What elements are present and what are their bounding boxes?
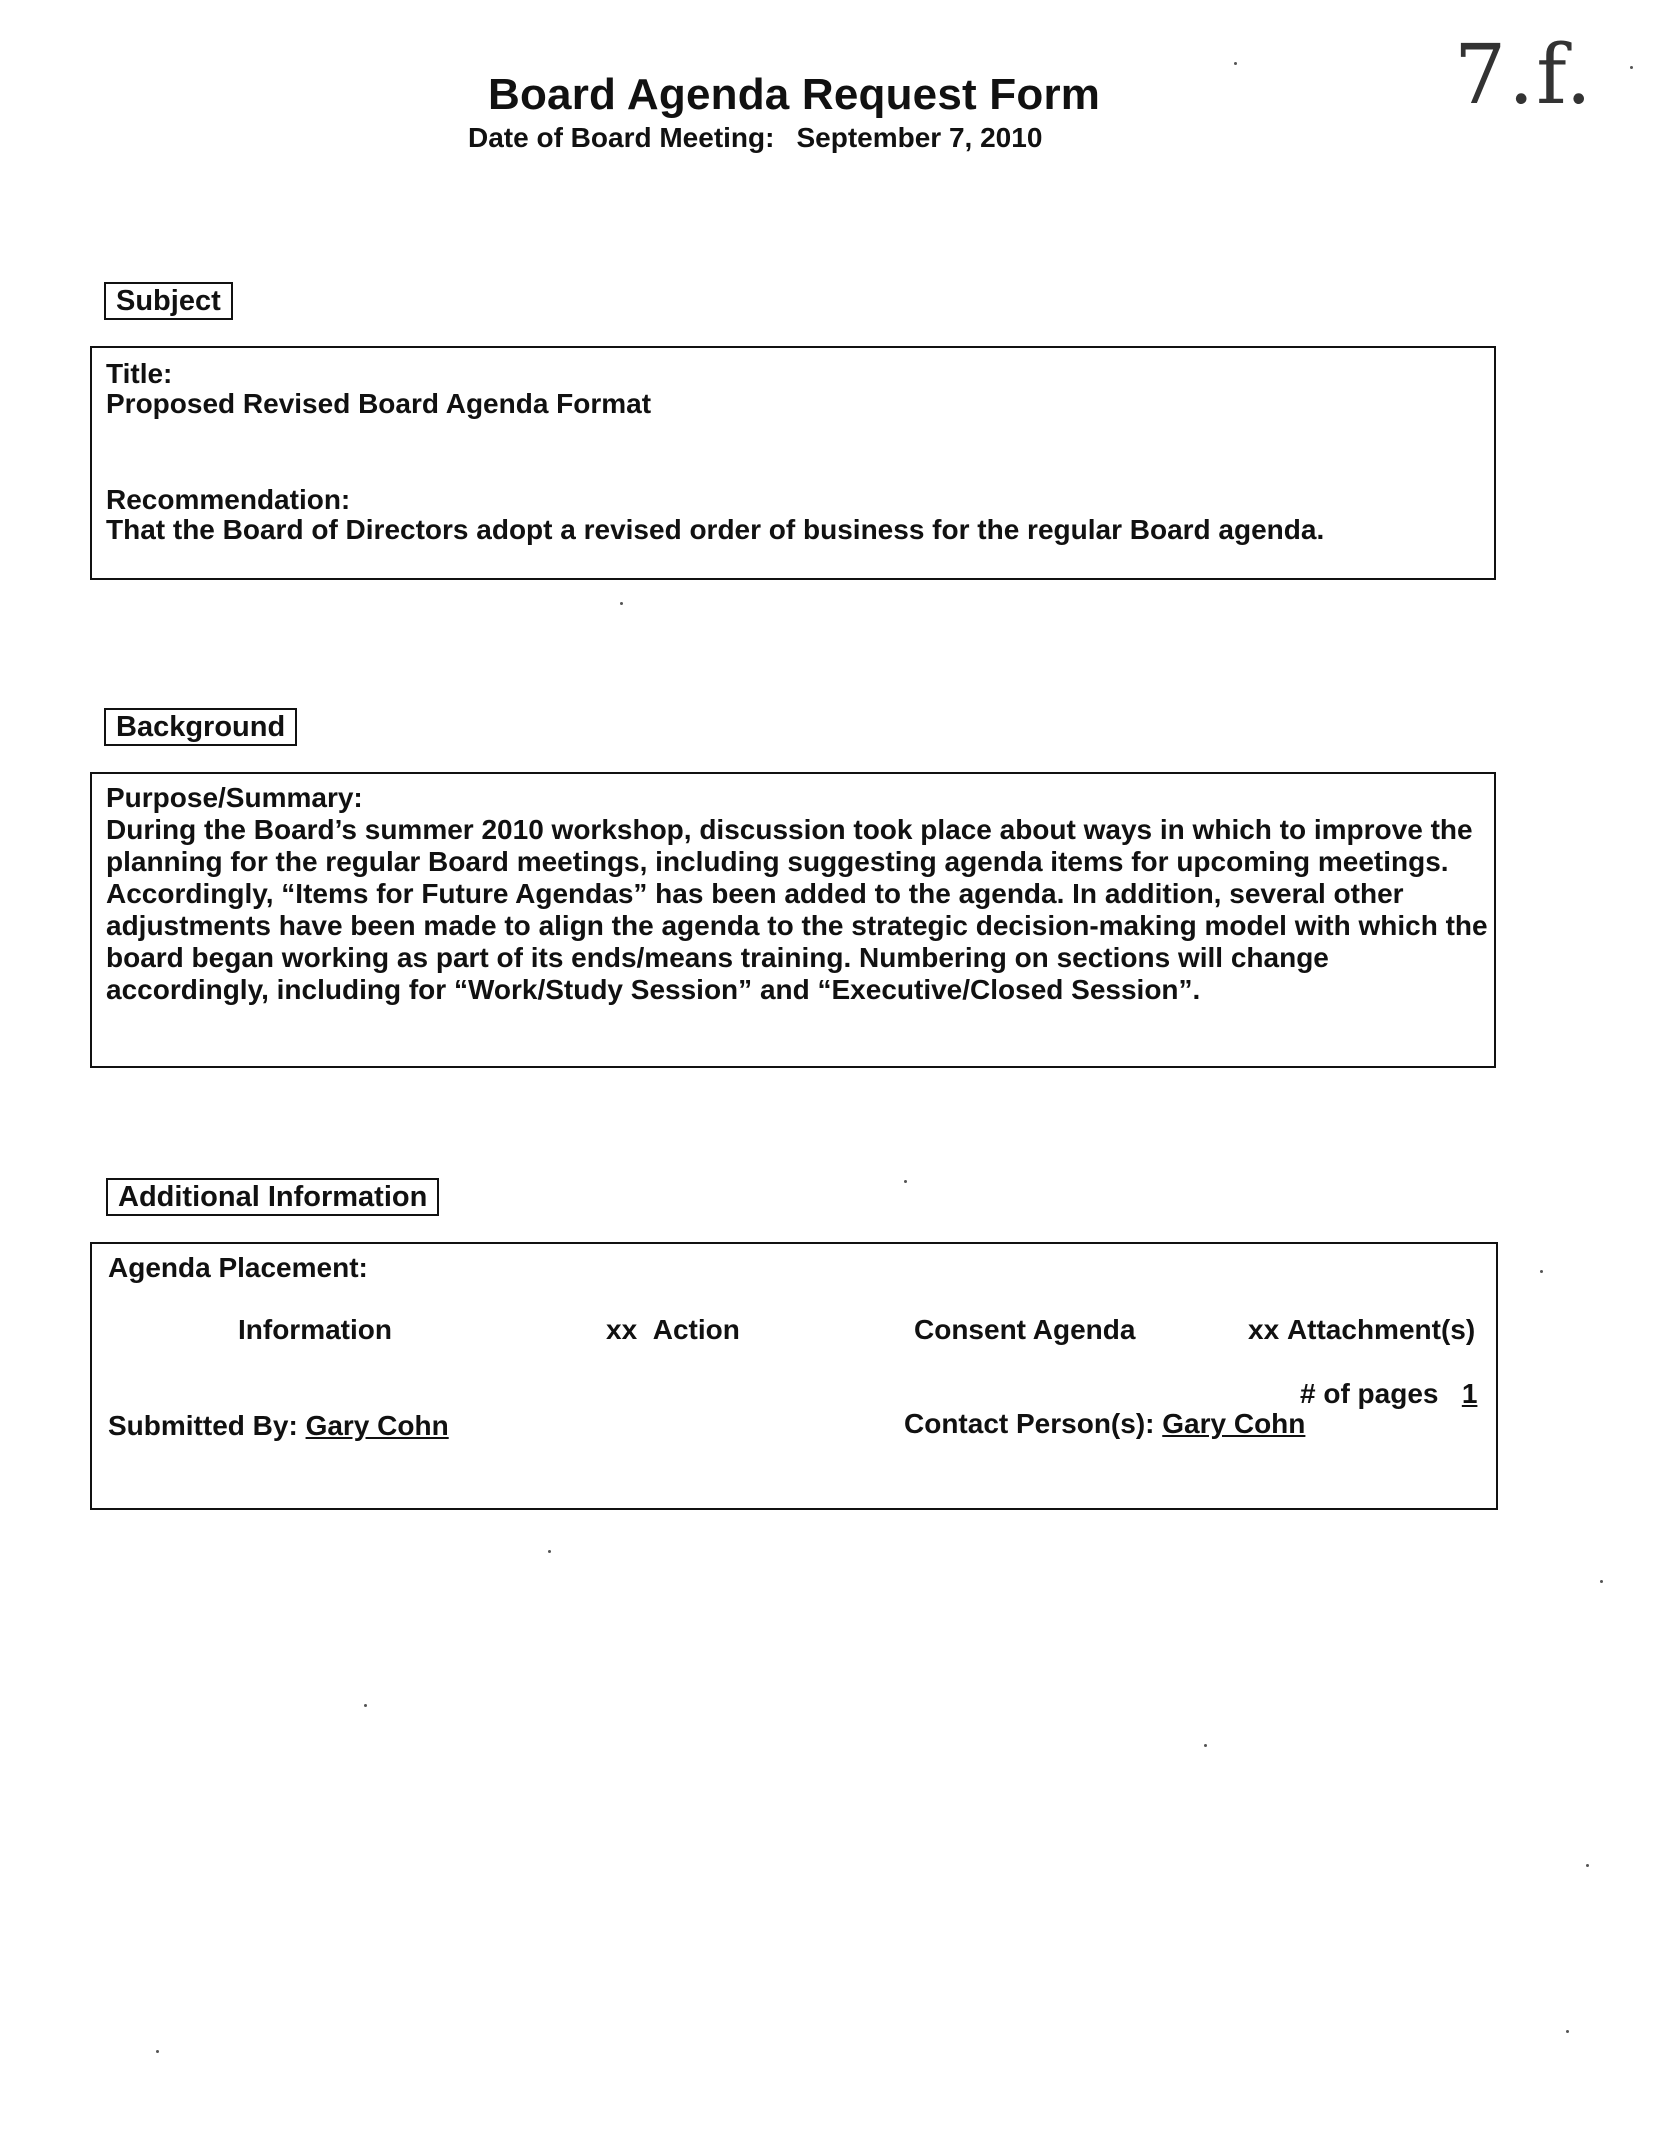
contact-person-name: Gary Cohn [1162, 1408, 1306, 1439]
attachment-label: Attachment(s) [1286, 1314, 1476, 1345]
page-count-label: # of pages [1300, 1378, 1439, 1409]
purpose-paragraph [106, 814, 1488, 1006]
background-box [90, 772, 1496, 1068]
additional-info-section-label: Additional Information [106, 1178, 439, 1216]
placement-consent-agenda: Consent Agenda [914, 1314, 1136, 1345]
handwritten-item-number: 7.f. [1454, 28, 1594, 123]
subject-section-label: Subject [104, 282, 233, 320]
contact-person-label: Contact Person(s): [904, 1408, 1155, 1439]
submitted-by [108, 1410, 449, 1442]
additional-info-box [90, 1242, 1498, 1510]
placement-action [606, 1314, 740, 1346]
background-section-label: Background [104, 708, 297, 746]
purpose-label: Purpose/Summary: [106, 782, 363, 813]
recommendation-value: That the Board of Directors adopt a revised order of business for the regular Board agenda. [106, 514, 1325, 545]
scan-speck [1566, 2030, 1569, 2033]
scan-speck [548, 1550, 551, 1553]
attachment-mark: xx [1248, 1314, 1280, 1345]
page-count-value: 1 [1461, 1378, 1478, 1409]
submitted-by-label: Submitted By: [108, 1410, 298, 1441]
scan-speck [1630, 66, 1633, 69]
purpose-line: Accordingly, “Items for Future Agendas” has been added to the agenda. In addition, several other [106, 878, 1404, 909]
meeting-date-value: September 7, 2010 [796, 122, 1043, 153]
scan-speck [1234, 62, 1237, 65]
scan-speck [1540, 1270, 1543, 1273]
recommendation-label: Recommendation: [106, 484, 351, 515]
scan-speck [1586, 1864, 1589, 1867]
title-value: Proposed Revised Board Agenda Format [106, 388, 652, 419]
action-label: Action [652, 1314, 740, 1345]
scan-speck [904, 1180, 907, 1183]
placement-attachments [1248, 1314, 1475, 1346]
scan-speck [156, 2050, 159, 2053]
scan-speck [1204, 1744, 1207, 1747]
purpose-line: accordingly, including for “Work/Study Session” and “Executive/Closed Session”. [106, 974, 1201, 1005]
submitted-by-name: Gary Cohn [305, 1410, 449, 1441]
page-count [1300, 1378, 1477, 1410]
scan-speck [364, 1704, 367, 1707]
contact-person [904, 1408, 1305, 1440]
scan-speck [620, 602, 623, 605]
purpose-line: board began working as part of its ends/means training. Numbering on sections will change [106, 942, 1329, 973]
agenda-placement-label: Agenda Placement: [108, 1252, 368, 1283]
meeting-date-label: Date of Board Meeting: [468, 122, 775, 153]
scan-speck [1600, 1580, 1603, 1583]
placement-information: Information [238, 1314, 392, 1345]
action-mark: xx [606, 1314, 638, 1345]
title-label: Title: [106, 358, 173, 389]
meeting-date-line [468, 122, 1042, 154]
form-title: Board Agenda Request Form [488, 70, 1101, 119]
purpose-line: During the Board’s summer 2010 workshop, discussion took place about ways in which to improve the [106, 814, 1473, 845]
purpose-line: adjustments have been made to align the agenda to the strategic decision-making model with which the [106, 910, 1488, 941]
purpose-line: planning for the regular Board meetings, including suggesting agenda items for upcoming meetings. [106, 846, 1449, 877]
subject-box [90, 346, 1496, 580]
